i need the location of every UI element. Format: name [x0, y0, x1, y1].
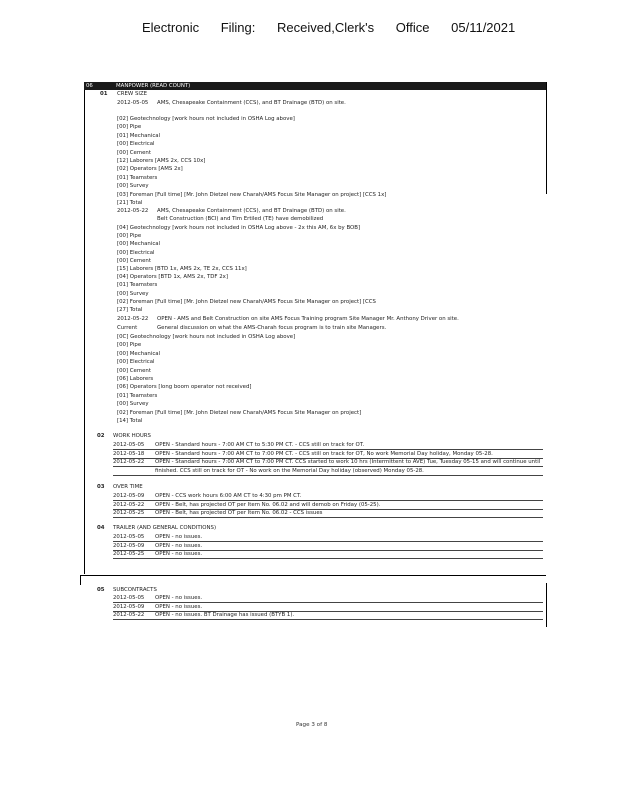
row-text: OPEN - no issues. BT Drainage has issued (BTYB 1). [155, 612, 295, 619]
row-text: OPEN - no issues. [155, 534, 203, 540]
s5-num: 05 [97, 587, 105, 593]
s1-line2a: AMS, Chesapeake Containment (CCS), and BT Drainage (BTD) on site. [157, 208, 346, 214]
crew-list-item: [00] Electrical [117, 359, 155, 366]
crew-list-item: [04] Geotechnology [work hours not included in OSHA Log above - 2x this AM, 6x by BOB] [117, 225, 361, 231]
crew-list-item: [01] Teamsters [117, 174, 158, 181]
crew-list-item: [00] Cement [117, 149, 151, 156]
row-date: 2012-05-25 [113, 551, 145, 558]
row-date: 2012-05-25 [113, 510, 145, 517]
row-date: 2012-05-05 [113, 595, 145, 601]
s5-label: SUBCONTRACTS [113, 587, 157, 593]
crew-list-item: [14] Total [117, 418, 143, 424]
row-text: OPEN - Belt, has projected OT per Item No. 06.02 - CCS issues [155, 510, 323, 517]
stamp-word-office: Office [395, 20, 430, 35]
crew-list-item: [12] Laborers [AMS 2x, CCS 10x] [117, 158, 206, 164]
s1-line3b: General discussion on what the AMS-Charah focus program is to train site Managers. [157, 325, 387, 331]
row-underline [113, 619, 543, 620]
row-date: 2012-05-22 [113, 501, 145, 508]
crew-list-item: [00] Electrical [117, 141, 155, 148]
row-date: 2012-05-09 [113, 603, 145, 610]
header-title: MANPOWER (READ COUNT) [116, 83, 191, 89]
crew-list-item: [00] Cement [117, 367, 151, 374]
row-text: OPEN - Standard hours - 7:00 AM CT to 7:00 PM CT. CCS started to work 10 hrs (Intermittent to AVE) Tue, Tuesday 05-15 and will continue until [155, 459, 541, 466]
crew-list-item: [02] Foreman [Full time] [Mr. John Dietzel new Charah/AMS Focus Site Manager on project] [117, 409, 362, 416]
left-border [84, 82, 85, 574]
s1-date1: 2012-05-05 [117, 100, 149, 106]
crew-list-item: [15] Laborers [BTD 1x, AMS 2x, TE 2x, CCS 11x] [117, 266, 247, 272]
crew-list-item: [00] Mechanical [117, 350, 161, 357]
s1-line1: AMS, Chesapeake Containment (CCS), and BT Drainage (BTD) on site. [157, 100, 346, 106]
s5-top-rule [80, 575, 546, 576]
s3-label: OVER TIME [113, 484, 143, 490]
crew-list-item: [03] Foreman [Full time] [Mr. John Dietzel new Charah/AMS Focus Site Manager on project] [CCS 1x] [117, 191, 387, 198]
crew-list-item: [01] Teamsters [117, 282, 158, 289]
stamp-word-electronic: Electronic [142, 20, 200, 35]
row-date: 2012-05-05 [113, 534, 145, 540]
crew-list-item: [01] Teamsters [117, 392, 158, 399]
stamp-word-received: Received,Clerk's [277, 20, 375, 35]
crew-list-item: [00] Survey [117, 401, 149, 408]
row-date: 2012-05-09 [113, 493, 145, 499]
s1-label: CREW SIZE [117, 91, 148, 97]
row-text: OPEN - Standard hours - 7:00 AM CT to 7:00 PM CT. - CCS still on track for OT, No work Memorial Day holiday, Monday 05-28. [155, 450, 493, 457]
filing-stamp [142, 20, 533, 35]
s4-num: 04 [97, 525, 105, 531]
stamp-word-filing: Filing: [220, 20, 256, 35]
page-number: Page 3 of 8 [296, 722, 328, 728]
s1-line2b: Belt Construction (BCI) and Tim Ertiled (TE) have demobilized [157, 216, 324, 222]
crew-list-item: [00] Cement [117, 257, 151, 264]
row-date: 2012-05-05 [113, 442, 145, 448]
row-date: 2012-05-09 [113, 542, 145, 549]
row-date: 2012-05-22 [113, 612, 145, 619]
crew-list-item: [06] Laborers [117, 376, 154, 382]
crew-list-item: [00] Pipe [117, 342, 142, 349]
crew-list-item: [00] Survey [117, 290, 149, 297]
s2-label: WORK HOURS [113, 433, 151, 439]
row-underline [113, 558, 543, 559]
stamp-date: 05/11/2021 [451, 20, 516, 35]
row-text: OPEN - Standard hours - 7:00 AM CT to 5:30 PM CT. - CCS still on track for OT. [155, 442, 365, 448]
crew-list-item: [00] Pipe [117, 233, 142, 240]
crew-list-item: [01] Mechanical [117, 132, 161, 139]
row-date: 2012-05-22 [113, 459, 145, 466]
right-border-top [546, 82, 547, 194]
crew-list-item: [00] Survey [117, 183, 149, 190]
s1-line3a: OPEN - AMS and Belt Construction on site AMS Focus Training program Site Manager Mr. Anthony Driver on site. [157, 316, 459, 322]
crew-list-item: [21] Total [117, 200, 143, 206]
crew-list-item: [02] Geotechnology [work hours not included in OSHA Log above] [117, 116, 295, 122]
crew-list-item: [02] Operators [AMS 2x] [117, 166, 183, 173]
s1-date2: 2012-05-22 [117, 208, 149, 214]
row-text: OPEN - Belt, has projected OT per Item No. 06.02 and will demob on Friday (05-25). [155, 501, 381, 508]
row-text: finished. CCS still on track for OT - No work on the Memorial Day holiday (observed) Monday 05-28. [155, 467, 424, 474]
s1-num: 01 [100, 91, 108, 97]
s1-date3: 2012-05-22 [117, 316, 149, 322]
crew-list-item: [00] Electrical [117, 249, 155, 256]
row-text: OPEN - no issues. [155, 595, 203, 601]
crew-list-item: [00] Mechanical [117, 241, 161, 248]
crew-list-item: [06] Operators [long boom operator not received] [117, 384, 252, 391]
crew-list-item: [27] Total [117, 307, 143, 313]
s1-current-label: Current [117, 325, 138, 331]
s5-left-tab [80, 575, 81, 585]
s2-num: 02 [97, 433, 105, 439]
crew-list-item: [02] Foreman [Full time] [Mr. John Dietzel new Charah/AMS Focus Site Manager on project] [CCS [117, 298, 376, 305]
section-header-bar [84, 82, 546, 90]
crew-list-item: [0C] Geotechnology [work hours not included in OSHA Log above] [117, 334, 296, 340]
row-underline [113, 475, 543, 476]
crew-list-item: [04] Operators [BTD 1x, AMS 2x, TDF 2x] [117, 274, 228, 281]
row-text: OPEN - CCS work hours 6:00 AM CT to 4:30 pm PM CT. [155, 493, 302, 499]
row-text: OPEN - no issues. [155, 551, 203, 558]
row-text: OPEN - no issues. [155, 542, 203, 549]
header-section-num: 06 [86, 83, 93, 89]
s5-right-border [546, 583, 547, 627]
s3-num: 03 [97, 484, 105, 490]
row-underline [113, 517, 543, 518]
crew-list-item: [00] Pipe [117, 124, 142, 131]
s4-label: TRAILER (AND GENERAL CONDITIONS) [113, 525, 217, 531]
row-date: 2012-05-18 [113, 450, 145, 457]
row-text: OPEN - no issues. [155, 603, 203, 610]
